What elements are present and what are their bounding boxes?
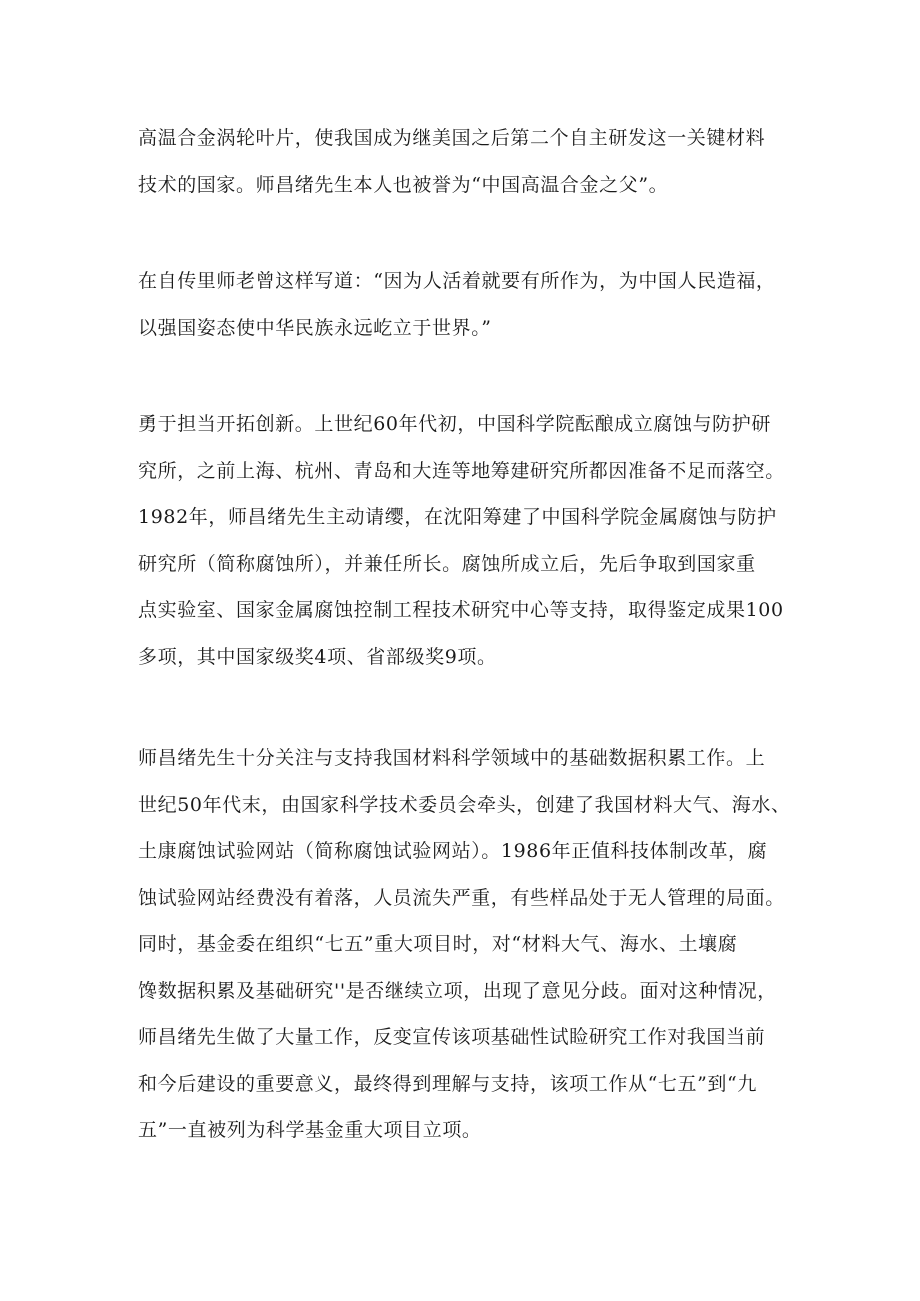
paragraph-line: 和今后建设的重要意义，最终得到理解与支持，该项工作从“七五”到“九 bbox=[138, 1072, 757, 1095]
paragraph-line: 点实验室、国家金属腐蚀控制工程技术研究中心等支持，取得鉴定成果100 bbox=[138, 599, 784, 621]
paragraph-3 bbox=[138, 401, 788, 680]
paragraph-1 bbox=[138, 115, 788, 208]
paragraph-line: 研究所（简称腐蚀所），并兼任所长。腐蚀所成立后，先后争取到国家重 bbox=[138, 552, 756, 575]
paragraph-line: 究所，之前上海、杭州、青岛和大连等地筹建研究所都因准备不足而落空。 bbox=[138, 459, 785, 482]
paragraph-line: 土康腐蚀试验网站（简称腐蚀试验网站）。1986年正值科技体制改革，腐 bbox=[138, 840, 768, 862]
paragraph-line: 馋数据积累及基础研究''是否继续立项，出现了意见分歧。面对这种情况， bbox=[138, 979, 777, 1002]
paragraph-line: 多项，其中国家级奖4项、省部级奖9项。 bbox=[138, 645, 497, 668]
paragraph-line: 师昌绪先生做了大量工作，反变宣传该项基础性试睑研究工作对我国当前 bbox=[138, 1026, 766, 1048]
paragraph-line: 以强国姿态使中华民族永远屹立于世界。” bbox=[138, 316, 492, 339]
paragraph-line: 高温合金涡轮叶片，使我国成为继美国之后第二个自主研发这一关键材料 bbox=[138, 127, 766, 149]
paragraph-line: 世纪50年代末，由国家科学技术委员会牵头，创建了我国材料大气、海水、 bbox=[138, 793, 791, 816]
paragraph-line: 师昌绪先生十分关注与支持我国材料科学领域中的基础数据积累工作。上 bbox=[138, 747, 766, 769]
paragraph-line: 1982年，师昌绪先生主动请缨，在沈阳筹建了中国科学院金属腐蚀与防护 bbox=[138, 506, 777, 528]
paragraph-line: 在自传里师老曾这样写道：“因为人活着就要有所作为，为中国人民造福， bbox=[138, 270, 776, 292]
paragraph-line: 五”一直被列为科学基金重大项目立项。 bbox=[138, 1119, 482, 1141]
paragraph-line: 勇于担当开拓创新。上世纪60年代初，中国科学院酝酿成立腐蚀与防护研 bbox=[138, 413, 771, 435]
paragraph-line: 同时，基金委在组织“七五”重大项目时，对“材料大气、海水、土壤腐 bbox=[138, 933, 738, 955]
paragraph-4 bbox=[138, 735, 791, 1154]
paragraph-2 bbox=[138, 258, 788, 351]
paragraph-line: 技术的国家。师昌绪先生本人也被誉为“中国高温合金之父”。 bbox=[138, 173, 669, 196]
paragraph-line: 蚀试验网站经费没有着落，人员流失严重，有些样品处于无人管理的局面。 bbox=[138, 886, 785, 909]
